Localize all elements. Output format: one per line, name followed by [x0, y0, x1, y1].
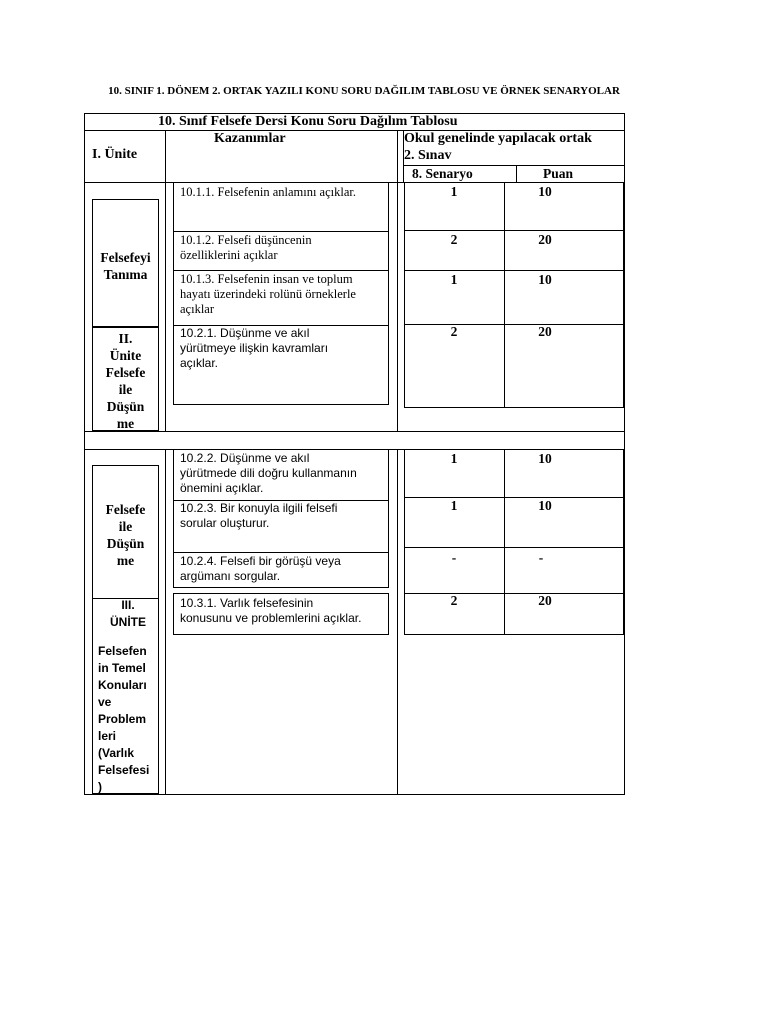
puan-value: -	[538, 550, 544, 565]
kazanim-text-10-1-1: 10.1.1. Felsefenin anlamını açıklar.	[180, 185, 356, 199]
score-grid	[404, 182, 624, 408]
header-senaryo: 8. Senaryo	[412, 166, 473, 181]
senaryo-value: 1	[450, 272, 458, 287]
senaryo-value: 2	[450, 232, 458, 247]
puan-value: 20	[538, 593, 552, 608]
header-exam-line1: Okul genelinde yapılacak ortak	[404, 131, 592, 146]
senaryo-value: -	[451, 550, 457, 565]
unit-label-unite-3: III. ÜNİTE Felsefen in Temel Konuları ve Problem leri (Varlık Felsefesi )	[98, 598, 150, 794]
page-title: 10. SINIF 1. DÖNEM 2. ORTAK YAZILI KONU SORU DAĞILIM TABLOSU VE ÖRNEK SENARYOLAR	[108, 85, 620, 97]
puan-value: 20	[538, 232, 552, 247]
kazanim-text-10-1-2: 10.1.2. Felsefi düşüncenin özelliklerini açıklar	[180, 233, 312, 262]
unit-label-felsefeyi-tanima: Felsefeyi Tanıma	[100, 250, 151, 282]
header-unit: I. Ünite	[92, 147, 138, 162]
header-kazanimlar: Kazanımlar	[214, 131, 286, 146]
kazanim-text-10-2-3: 10.2.3. Bir konuyla ilgili felsefi sorular oluşturur.	[180, 501, 338, 530]
puan-value: 10	[538, 451, 552, 466]
kazanim-text-10-2-2: 10.2.2. Düşünme ve akıl yürütmede dili doğru kullanmanın önemini açıklar.	[180, 451, 357, 495]
puan-value: 20	[538, 324, 552, 339]
puan-value: 10	[538, 272, 552, 287]
senaryo-value: 2	[450, 593, 458, 608]
kazanim-text-10-1-3: 10.1.3. Felsefenin insan ve toplum hayatı üzerindeki rolünü örneklerle açıklar	[180, 272, 356, 316]
unit-label-felsefe-ile-dusunme: Felsefe ile Düşün me	[105, 502, 146, 568]
kazanim-text-10-3-1: 10.3.1. Varlık felsefesinin konusunu ve problemlerini açıklar.	[180, 596, 362, 625]
senaryo-value: 2	[450, 324, 458, 339]
puan-value: 10	[538, 184, 552, 199]
header-exam-line2: 2. Sınav	[404, 148, 452, 163]
kazanim-text-10-2-4: 10.2.4. Felsefi bir görüşü veya argümanı sorgular.	[180, 554, 341, 583]
header-puan: Puan	[543, 166, 574, 181]
senaryo-value: 1	[450, 451, 458, 466]
senaryo-value: 1	[450, 184, 458, 199]
senaryo-value: 1	[450, 498, 458, 513]
table-caption: 10. Sınıf Felsefe Dersi Konu Soru Dağılım Tablosu	[158, 114, 458, 129]
puan-value: 10	[538, 498, 552, 513]
unit-label-unite-2: II. Ünite Felsefe ile Düşün me	[105, 331, 146, 431]
kazanim-text-10-2-1: 10.2.1. Düşünme ve akıl yürütmeye ilişkin kavramları açıklar.	[180, 326, 329, 370]
